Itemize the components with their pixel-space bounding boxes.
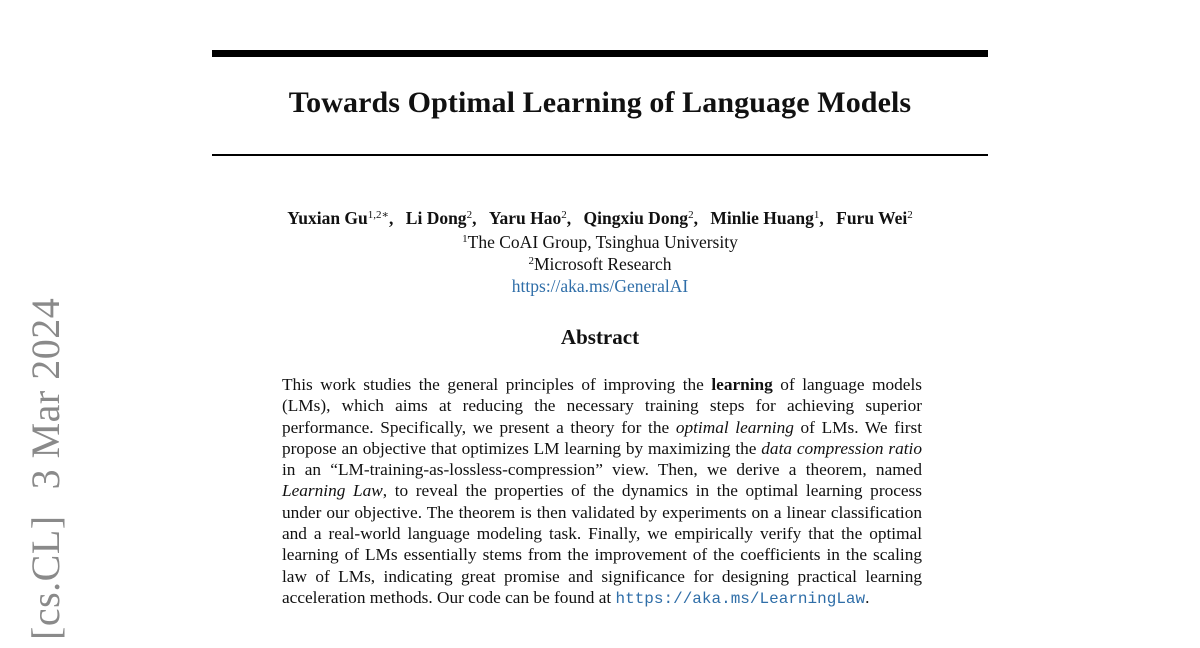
affiliation: $^1$The CoAI Group, Tsinghua University xyxy=(462,232,738,252)
author: Yuxian $Gu^{1,2∗}$, xyxy=(287,208,394,228)
arxiv-date: 3 Mar 2024 xyxy=(23,297,68,490)
arxiv-category: [cs.CL] xyxy=(23,515,68,640)
paper-title: Towards Optimal Learning of Language Models xyxy=(288,86,912,119)
author: Qingxiu Dong$^2$, xyxy=(583,208,698,228)
author: Minlie Huang$^1$, xyxy=(710,208,824,228)
code-link[interactable]: https://aka.ms/LearningLaw xyxy=(615,589,866,608)
affiliation: $^2$Microsoft Research xyxy=(528,254,672,274)
abstract-text: This work studies the general principles of improving the learning of language models (LMs), which aims at reducing the necessary training steps for achieving superior performance. Specifically, we present a theory for the optimal learning of LMs. We first propose an objective that optimizes LM learning by maximizing the data compression ratio in an “LM-training-as-lossless-compression” view. Then, we derive a theorem, named Learning Law, to reveal the properties of the dynamics in the optimal learning process under our objective. The theorem is then validated by experiments on a linear classification and a real-world language modeling task. Finally, we empirically verify that the optimal learning of LMs essentially stems from the improvement of the coefficients in the scaling law of LMs, indicating great promise and significance for designing practical learning acceleration methods. Our code can be found at https://aka.ms/LearningLaw. xyxy=(282,375,923,608)
arxiv-stamp xyxy=(22,298,69,640)
author-list xyxy=(150,208,1050,229)
title-bottom-rule xyxy=(212,154,988,156)
author: Furu Wei$^2$ xyxy=(836,208,913,228)
project-link[interactable]: https://aka.ms/GeneralAI xyxy=(511,276,689,296)
author: Li Dong$^2$, xyxy=(405,208,477,228)
abstract-heading: Abstract xyxy=(560,325,640,349)
title-top-rule xyxy=(212,50,988,57)
author: Yaru Hao$^2$, xyxy=(488,208,572,228)
